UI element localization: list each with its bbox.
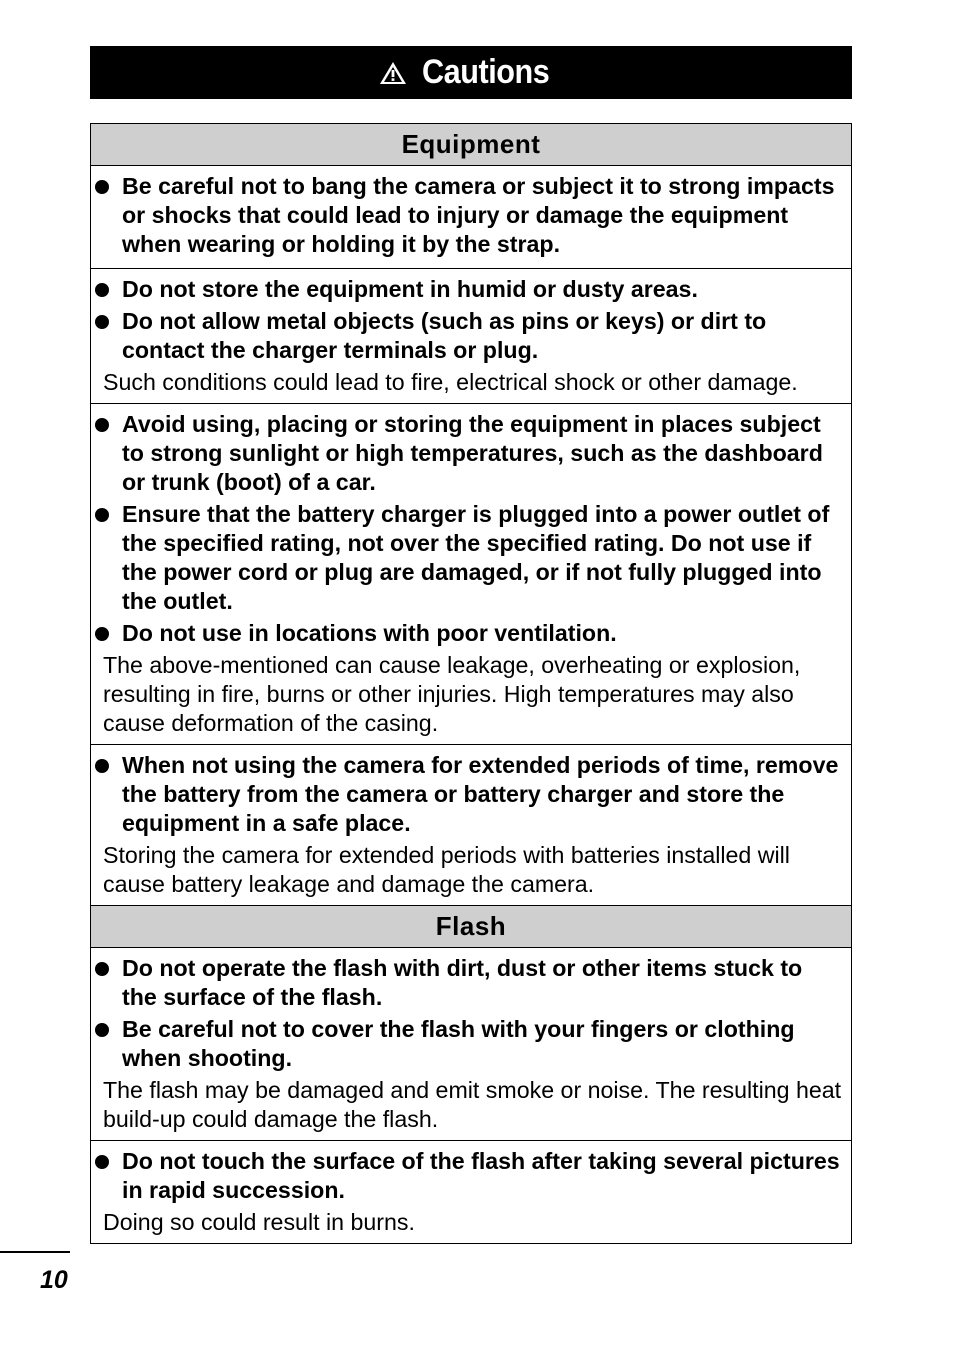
caution-note: Storing the camera for extended periods with batteries installed will cause battery leakage and damage the camera. (103, 842, 790, 897)
warning-triangle-icon (378, 60, 408, 86)
caution-item: When not using the camera for extended periods of time, remove the battery from the camera or battery charger and store the equipment in a safe place. (91, 751, 843, 838)
section-header-equipment: Equipment (91, 124, 851, 166)
caution-note: Such conditions could lead to fire, electrical shock or other damage. (103, 369, 798, 395)
caution-table (90, 123, 852, 1244)
caution-item: Do not operate the flash with dirt, dust or other items stuck to the surface of the flash. (91, 954, 843, 1012)
bullet-icon (95, 180, 109, 194)
bullet-icon (95, 627, 109, 641)
caution-item: Ensure that the battery charger is plugged into a power outlet of the specified rating, not over the specified rating. Do not use if the power cord or plug are damaged, or if not fully plugged into the outlet. (91, 500, 843, 616)
bullet-icon (95, 283, 109, 297)
caution-note: The flash may be damaged and emit smoke or noise. The resulting heat build-up could damage the flash. (103, 1077, 842, 1132)
caution-block (91, 745, 851, 906)
caution-block (91, 166, 851, 269)
caution-item: Avoid using, placing or storing the equipment in places subject to strong sunlight or high temperatures, such as the dashboard or trunk (boot) of a car. (91, 410, 843, 497)
bullet-icon (95, 315, 109, 329)
caution-block (91, 1141, 851, 1243)
bullet-icon (95, 1155, 109, 1169)
bullet-icon (95, 508, 109, 522)
caution-note: Doing so could result in burns. (103, 1209, 415, 1235)
caution-item: Do not use in locations with poor ventilation. (91, 619, 843, 648)
page-number: 10 (40, 1266, 68, 1294)
bullet-icon (95, 418, 109, 432)
bullet-icon (95, 962, 109, 976)
caution-item: Do not allow metal objects (such as pins or keys) or dirt to contact the charger terminals or plug. (91, 307, 843, 365)
cautions-banner (90, 46, 852, 99)
caution-item: Be careful not to cover the flash with your fingers or clothing when shooting. (91, 1015, 843, 1073)
caution-item: Do not store the equipment in humid or dusty areas. (91, 275, 843, 304)
bullet-icon (95, 1023, 109, 1037)
section-header-flash: Flash (91, 906, 851, 948)
bullet-icon (95, 759, 109, 773)
caution-note: The above-mentioned can cause leakage, overheating or explosion, resulting in fire, burns or other injuries. High temperatures may also cause deformation of the casing. (103, 652, 801, 736)
page-title: Cautions (422, 53, 550, 91)
caution-block (91, 269, 851, 404)
caution-item: Be careful not to bang the camera or subject it to strong impacts or shocks that could lead to injury or damage the equipment when wearing or holding it by the strap. (91, 172, 843, 259)
caution-block (91, 948, 851, 1141)
page-number-rule (0, 1251, 70, 1253)
caution-block (91, 404, 851, 745)
caution-item: Do not touch the surface of the flash after taking several pictures in rapid succession. (91, 1147, 843, 1205)
